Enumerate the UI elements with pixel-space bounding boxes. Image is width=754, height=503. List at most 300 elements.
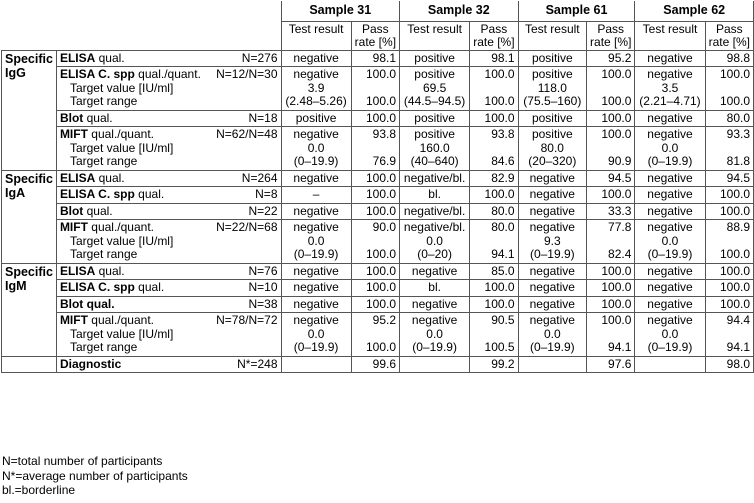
quant-pass-rate: 84.6	[491, 154, 515, 168]
method-cell	[56, 203, 281, 220]
participant-count: N*=248	[237, 356, 278, 371]
spacer	[590, 235, 631, 249]
qual-result: negative	[647, 220, 693, 234]
test-result-cell: bl.	[400, 280, 470, 297]
target-range-label: Target range	[69, 340, 138, 354]
method-name	[60, 221, 154, 235]
test-result-cell	[281, 220, 351, 264]
method-cell	[56, 50, 281, 67]
method-line	[60, 172, 278, 186]
method-qualifier: qual.	[95, 263, 125, 278]
method-label: ELISA	[59, 50, 96, 65]
proficiency-results-table	[1, 1, 754, 373]
target-value: 0.0	[543, 326, 561, 341]
participant-count: N=22	[248, 203, 278, 218]
qual-pass-rate: 90.0	[372, 220, 397, 234]
table-row	[2, 127, 754, 171]
participant-count: N=10	[248, 280, 278, 294]
method-name	[60, 52, 125, 66]
participant-count: N=18	[248, 110, 278, 125]
test-result-cell: positive	[400, 50, 470, 67]
qual-pass-rate: 100.0	[601, 313, 632, 327]
table-row	[2, 296, 754, 313]
test-result-cell	[281, 67, 351, 111]
test-result-cell: negative	[400, 263, 470, 280]
group-label	[2, 263, 57, 356]
sample-header: Sample 32	[400, 1, 519, 21]
target-value: 0.0	[426, 326, 443, 341]
target-range-label: Target range	[69, 154, 138, 168]
target-value-label: Target value [IU/ml]	[69, 140, 174, 155]
pass-rate-header	[351, 21, 399, 50]
method-cell	[56, 313, 281, 357]
qual-pass-rate: 100.0	[366, 67, 397, 81]
method-label: MIFT	[59, 127, 88, 141]
spacer	[709, 235, 750, 249]
test-result-cell	[518, 67, 586, 111]
qual-pass-rate: 80.0	[491, 220, 515, 234]
test-result-cell	[635, 67, 705, 111]
test-result-cell	[635, 313, 705, 357]
method-cell	[56, 220, 281, 264]
method-line	[60, 188, 278, 202]
target-range: (0–19.9)	[647, 247, 693, 261]
target-value: 0.0	[307, 326, 325, 341]
target-range: (0–19.9)	[293, 340, 339, 354]
pass-rate-cell: 98.0	[705, 356, 753, 373]
target-range-label: Target range	[69, 94, 138, 108]
target-value: 9.3	[543, 233, 561, 248]
spacer	[473, 142, 514, 156]
pass-rate-cell: 100.0	[470, 280, 518, 297]
test-result-cell: negative	[518, 170, 586, 187]
method-qualifier: qual./quant.	[87, 313, 154, 327]
target-value: 0.0	[307, 140, 325, 155]
qual-pass-rate: 88.9	[726, 220, 750, 234]
group-label	[2, 170, 57, 263]
pass-rate-cell	[351, 67, 399, 111]
method-cell	[56, 127, 281, 171]
pass-rate-header-line: rate [%]	[590, 34, 632, 49]
target-value: 80.0	[540, 140, 564, 155]
pass-rate-cell: 99.2	[470, 356, 518, 373]
target-range: (0–19.9)	[529, 340, 575, 354]
test-result-cell	[400, 67, 470, 111]
method-qualifier: qual.	[95, 170, 125, 185]
test-result-cell: bl.	[400, 187, 470, 204]
participant-count: N=12/N=30	[216, 67, 278, 81]
target-range: (40–640)	[410, 154, 459, 168]
group-label-line: Specific	[5, 264, 53, 279]
participant-count: N=76	[248, 263, 278, 278]
sample-header: Sample 61	[518, 1, 635, 21]
pass-rate-cell	[705, 67, 753, 111]
test-result-cell: negative	[281, 50, 351, 67]
quant-pass-rate: 94.1	[491, 247, 515, 261]
test-result-cell: negative	[281, 263, 351, 280]
pass-rate-cell	[470, 220, 518, 264]
corner-blank	[2, 1, 282, 21]
spacer	[355, 82, 396, 96]
pass-rate-cell: 100.0	[705, 187, 753, 204]
target-range: (0–20)	[417, 247, 452, 261]
test-result-cell: positive	[400, 110, 470, 127]
method-cell	[56, 110, 281, 127]
method-name	[60, 128, 154, 142]
pass-rate-cell	[587, 67, 635, 111]
qual-result: negative	[411, 313, 458, 327]
method-cell	[56, 356, 281, 373]
test-result-cell	[400, 356, 470, 373]
method-line	[60, 128, 278, 142]
pass-rate-cell: 100.0	[705, 203, 753, 220]
spacer	[473, 328, 514, 342]
pass-rate-cell: 94.5	[705, 170, 753, 187]
method-label: MIFT	[59, 220, 88, 234]
qual-result: negative	[293, 127, 339, 141]
test-result-cell: negative	[281, 203, 351, 220]
test-result-cell	[281, 127, 351, 171]
test-result-cell: negative/bl.	[400, 203, 470, 220]
pass-rate-header-line: rate [%]	[473, 34, 515, 49]
pass-rate-cell: 100.0	[587, 263, 635, 280]
participant-count: N=38	[248, 296, 278, 311]
test-result-cell: positive	[281, 110, 351, 127]
pass-rate-cell: 94.5	[587, 170, 635, 187]
method-cell	[56, 296, 281, 313]
method-name	[60, 205, 113, 219]
method-name	[60, 68, 201, 82]
qual-pass-rate: 100.0	[719, 67, 750, 81]
pass-rate-header	[470, 21, 518, 50]
pass-rate-cell: 98.8	[705, 50, 753, 67]
spacer	[590, 328, 631, 342]
qual-pass-rate: 100.0	[601, 67, 632, 81]
header-row-columns	[2, 21, 754, 50]
table-row	[2, 170, 754, 187]
pass-rate-cell	[470, 127, 518, 171]
method-name	[60, 298, 115, 312]
target-value: 3.9	[307, 80, 325, 95]
pass-rate-cell: 100.0	[705, 263, 753, 280]
pass-rate-cell: 85.0	[470, 263, 518, 280]
pass-rate-cell	[351, 313, 399, 357]
pass-rate-cell: 80.0	[470, 203, 518, 220]
method-line	[60, 314, 278, 328]
pass-rate-cell: 100.0	[351, 296, 399, 313]
pass-rate-cell: 100.0	[587, 187, 635, 204]
corner-blank	[2, 21, 282, 50]
test-result-header: Test result	[400, 21, 470, 50]
target-value-label: Target value [IU/ml]	[69, 233, 174, 248]
pass-rate-cell	[705, 127, 753, 171]
table-row	[2, 110, 754, 127]
qual-pass-rate: 93.8	[372, 127, 397, 141]
pass-rate-header-line: Pass	[597, 21, 625, 36]
method-line	[60, 68, 278, 82]
method-label: Diagnostic	[59, 356, 122, 371]
pass-rate-cell: 100.0	[587, 280, 635, 297]
spacer	[355, 142, 396, 156]
qual-result: negative	[529, 313, 575, 327]
target-range: (44.5–94.5)	[403, 94, 466, 108]
quant-pass-rate: 100.5	[484, 340, 515, 354]
qual-result: positive	[531, 127, 573, 141]
test-result-cell: negative	[518, 203, 586, 220]
test-result-cell	[635, 127, 705, 171]
method-name	[60, 172, 125, 186]
target-value-label: Target value [IU/ml]	[69, 326, 174, 341]
footnote: N*=average number of participants	[2, 468, 188, 483]
pass-rate-cell: 100.0	[470, 187, 518, 204]
qual-pass-rate: 100.0	[601, 127, 632, 141]
pass-rate-cell: 100.0	[351, 203, 399, 220]
quant-pass-rate: 100.0	[366, 247, 397, 261]
test-result-cell: negative	[635, 110, 705, 127]
method-name	[60, 265, 125, 279]
participant-count: N=8	[255, 187, 278, 201]
participant-count: N=62/N=48	[216, 127, 278, 141]
pass-rate-header-line: rate [%]	[708, 34, 750, 49]
pass-rate-cell	[705, 313, 753, 357]
quant-pass-rate: 100.0	[719, 247, 750, 261]
qual-result: positive	[414, 67, 455, 81]
pass-rate-cell: 99.6	[351, 356, 399, 373]
test-result-cell: negative	[281, 280, 351, 297]
pass-rate-cell: 100.0	[705, 280, 753, 297]
pass-rate-cell: 33.3	[587, 203, 635, 220]
pass-rate-cell: 100.0	[470, 296, 518, 313]
test-result-cell	[635, 356, 705, 373]
test-result-cell: positive	[518, 110, 586, 127]
test-result-cell: negative	[281, 296, 351, 313]
target-range: (75.5–160)	[523, 94, 582, 108]
pass-rate-cell: 98.1	[470, 50, 518, 67]
pass-rate-cell	[470, 313, 518, 357]
quant-pass-rate: 100.0	[719, 94, 750, 108]
group-label-line: IgM	[5, 278, 27, 293]
pass-rate-cell	[351, 220, 399, 264]
qual-result: positive	[414, 127, 455, 141]
table-row	[2, 203, 754, 220]
test-result-header: Test result	[635, 21, 705, 50]
pass-rate-header	[587, 21, 635, 50]
method-name	[60, 188, 164, 202]
quant-pass-rate: 100.0	[366, 94, 397, 108]
method-name	[60, 314, 154, 328]
target-range: (0–19.9)	[529, 247, 575, 261]
method-line	[60, 281, 278, 295]
test-result-cell	[518, 356, 586, 373]
qual-result: negative	[293, 67, 339, 81]
method-label: Blot	[59, 110, 84, 125]
group-label-line: Specific	[5, 171, 53, 186]
test-result-cell: negative	[281, 170, 351, 187]
qual-pass-rate: 93.3	[726, 127, 750, 141]
pass-rate-cell: 100.0	[351, 110, 399, 127]
target-value: 0.0	[661, 140, 679, 155]
pass-rate-cell: 98.1	[351, 50, 399, 67]
quant-pass-rate: 82.4	[608, 247, 632, 261]
footnote: bl.=borderline	[2, 483, 76, 497]
table-row	[2, 187, 754, 204]
target-range: (0–19.9)	[293, 247, 339, 261]
pass-rate-cell: 100.0	[351, 170, 399, 187]
spacer	[590, 82, 631, 96]
method-cell	[56, 280, 281, 297]
spacer	[473, 82, 514, 96]
qual-pass-rate: 93.8	[491, 127, 515, 141]
pass-rate-cell: 100.0	[351, 187, 399, 204]
method-qualifier: qual./quant.	[134, 67, 201, 81]
quant-pass-rate: 94.1	[726, 340, 750, 354]
pass-rate-cell: 95.2	[587, 50, 635, 67]
group-label-line: Specific	[5, 51, 53, 66]
pass-rate-cell	[470, 67, 518, 111]
method-line	[60, 112, 278, 126]
test-result-cell: positive	[518, 50, 586, 67]
method-line	[60, 52, 278, 66]
method-label: MIFT	[59, 313, 88, 327]
table-row	[2, 263, 754, 280]
spacer	[355, 328, 396, 342]
test-result-cell: negative	[518, 296, 586, 313]
test-result-header: Test result	[518, 21, 586, 50]
empty-cell	[2, 356, 57, 373]
group-label-line: IgA	[5, 185, 26, 200]
method-line	[60, 205, 278, 219]
spacer	[709, 82, 750, 96]
qual-result: negative	[647, 313, 693, 327]
group-label-line: IgG	[5, 65, 26, 80]
target-value: 160.0	[419, 140, 450, 155]
method-label: Blot qual.	[59, 296, 115, 311]
method-line	[60, 298, 278, 312]
target-range-label: Target range	[69, 247, 138, 261]
table-row	[2, 50, 754, 67]
qual-result: negative/bl.	[403, 220, 466, 234]
target-range: (20–320)	[528, 154, 577, 168]
quant-pass-rate: 100.0	[366, 340, 397, 354]
test-result-cell	[281, 356, 351, 373]
spacer	[709, 142, 750, 156]
target-range: (0–19.9)	[647, 340, 693, 354]
test-result-cell: negative	[518, 280, 586, 297]
test-result-cell: negative	[635, 280, 705, 297]
target-range: (2.48–5.26)	[285, 94, 347, 108]
target-range: (2.21–4.71)	[639, 94, 701, 108]
pass-rate-cell: 100.0	[587, 296, 635, 313]
target-value: 0.0	[661, 326, 679, 341]
spacer	[473, 235, 514, 249]
participant-count: N=276	[241, 50, 278, 65]
spacer	[590, 142, 631, 156]
test-result-cell	[400, 127, 470, 171]
method-qualifier: qual.	[83, 203, 113, 218]
pass-rate-cell: 82.9	[470, 170, 518, 187]
target-value-label: Target value [IU/ml]	[69, 80, 174, 95]
method-name	[60, 281, 164, 295]
method-cell	[56, 170, 281, 187]
method-cell	[56, 67, 281, 111]
header-row-samples	[2, 1, 754, 21]
target-value: 3.5	[661, 80, 679, 95]
test-result-cell: negative	[518, 263, 586, 280]
pass-rate-cell	[587, 313, 635, 357]
quant-pass-rate: 90.9	[608, 154, 632, 168]
target-range: (0–19.9)	[412, 340, 457, 354]
pass-rate-cell: 100.0	[351, 263, 399, 280]
method-qualifier: qual.	[83, 110, 113, 125]
quant-pass-rate: 94.1	[608, 340, 632, 354]
spacer	[355, 235, 396, 249]
pass-rate-header	[705, 21, 753, 50]
method-label: Blot	[59, 203, 84, 218]
pass-rate-cell: 97.6	[587, 356, 635, 373]
target-value: 69.5	[422, 80, 447, 95]
method-label: ELISA	[59, 170, 96, 185]
qual-result: negative	[647, 127, 693, 141]
target-range: (0–19.9)	[293, 154, 339, 168]
quant-pass-rate: 100.0	[601, 94, 632, 108]
spacer	[709, 328, 750, 342]
pass-rate-cell	[351, 127, 399, 171]
pass-rate-cell: 100.0	[705, 296, 753, 313]
method-label: ELISA C. spp	[59, 187, 135, 201]
test-result-cell: negative	[635, 296, 705, 313]
pass-rate-cell: 80.0	[705, 110, 753, 127]
test-result-cell: negative	[635, 187, 705, 204]
pass-rate-cell	[587, 220, 635, 264]
table-row	[2, 220, 754, 264]
method-name	[60, 112, 113, 126]
participant-count: N=22/N=68	[216, 220, 278, 234]
participant-count: N=264	[241, 170, 278, 185]
qual-result: positive	[531, 67, 573, 81]
test-result-header: Test result	[281, 21, 351, 50]
qual-result: negative	[293, 313, 339, 327]
test-result-cell: negative	[635, 50, 705, 67]
method-label: ELISA C. spp	[59, 280, 135, 294]
group-label	[2, 50, 57, 170]
method-cell	[56, 187, 281, 204]
sample-header: Sample 31	[281, 1, 400, 21]
qual-pass-rate: 100.0	[484, 67, 515, 81]
method-label: ELISA	[59, 263, 96, 278]
method-line	[60, 265, 278, 279]
test-result-cell	[400, 313, 470, 357]
pass-rate-header-line: Pass	[715, 21, 743, 36]
pass-rate-cell: 100.0	[470, 110, 518, 127]
pass-rate-cell	[705, 220, 753, 264]
test-result-cell: negative/bl.	[400, 170, 470, 187]
test-result-cell: negative	[635, 203, 705, 220]
table-row	[2, 280, 754, 297]
test-result-cell	[518, 220, 586, 264]
method-qualifier: qual./quant.	[87, 220, 154, 234]
method-line	[60, 358, 278, 372]
test-result-cell	[635, 220, 705, 264]
target-value: 0.0	[307, 233, 325, 248]
target-value: 118.0	[537, 80, 567, 95]
pass-rate-cell: 100.0	[351, 280, 399, 297]
diagnostic-row	[2, 356, 754, 373]
target-value: 0.0	[661, 233, 679, 248]
table-row	[2, 67, 754, 111]
qual-result: negative	[293, 220, 339, 234]
test-result-cell	[518, 127, 586, 171]
pass-rate-cell: 100.0	[587, 110, 635, 127]
